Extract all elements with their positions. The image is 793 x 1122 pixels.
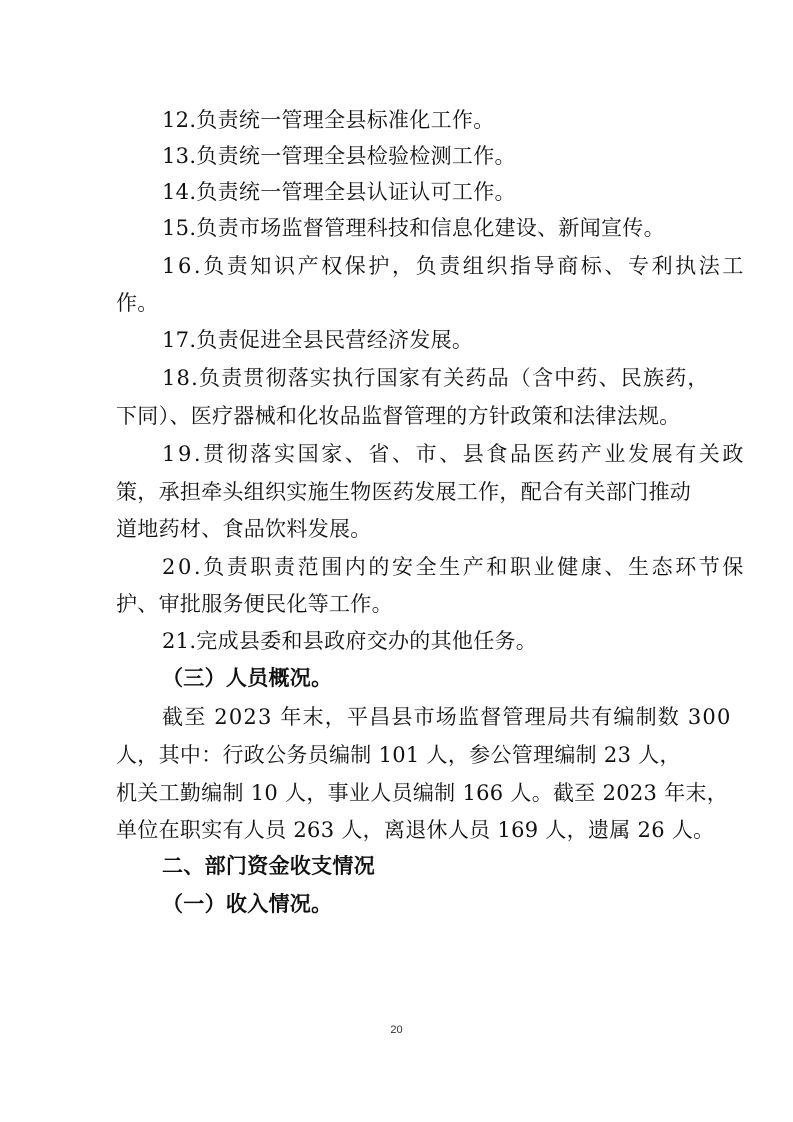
item-20-line-2: 护、审批服务便民化等工作。 bbox=[116, 592, 393, 616]
item-17: 17.负责促进全县民营经济发展。 bbox=[162, 328, 474, 352]
item-19-line-2: 策，承担牵头组织实施生物医药发展工作，配合有关部门推动 bbox=[116, 480, 692, 504]
staff-para-line-2: 人，其中：行政公务员编制 101 人，参公管理编制 23 人， bbox=[116, 743, 681, 767]
item-12: 12.负责统一管理全县标准化工作。 bbox=[162, 108, 495, 132]
item-15: 15.负责市场监督管理科技和信息化建设、新闻宣传。 bbox=[162, 216, 665, 240]
staff-para-line-4: 单位在职实有人员 263 人，离退休人员 169 人，遗属 26 人。 bbox=[116, 818, 715, 842]
item-21: 21.完成县委和县政府交办的其他任务。 bbox=[162, 629, 538, 653]
item-16-line-1: 16.负责知识产权保护，负责组织指导商标、专利执法工 bbox=[162, 254, 746, 278]
item-20-line-1: 20.负责职责范围内的安全生产和职业健康、生态环节保 bbox=[162, 555, 746, 579]
staff-para-line-1: 截至 2023 年末，平昌县市场监督管理局共有编制数 300 bbox=[162, 705, 732, 729]
item-13: 13.负责统一管理全县检验检测工作。 bbox=[162, 144, 516, 168]
item-18-line-1: 18.负责贯彻落实执行国家有关药品（含中药、民族药， bbox=[162, 366, 710, 390]
item-14: 14.负责统一管理全县认证认可工作。 bbox=[162, 180, 516, 204]
section-heading-funds: 二、部门资金收支情况 bbox=[162, 854, 375, 878]
item-18-line-2: 下同）、医疗器械和化妆品监督管理的方针政策和法律法规。 bbox=[116, 404, 681, 428]
item-16-line-2: 作。 bbox=[116, 291, 159, 315]
item-19-line-1: 19.贯彻落实国家、省、市、县食品医药产业发展有关政 bbox=[162, 442, 746, 466]
staff-para-line-3: 机关工勤编制 10 人，事业人员编制 166 人。截至 2023 年末， bbox=[116, 781, 729, 805]
section-heading-staff: （三）人员概况。 bbox=[162, 666, 333, 690]
item-19-line-3: 道地药材、食品饮料发展。 bbox=[116, 517, 372, 541]
section-heading-income: （一）收入情况。 bbox=[162, 892, 333, 916]
page-number: 20 bbox=[390, 1024, 403, 1036]
